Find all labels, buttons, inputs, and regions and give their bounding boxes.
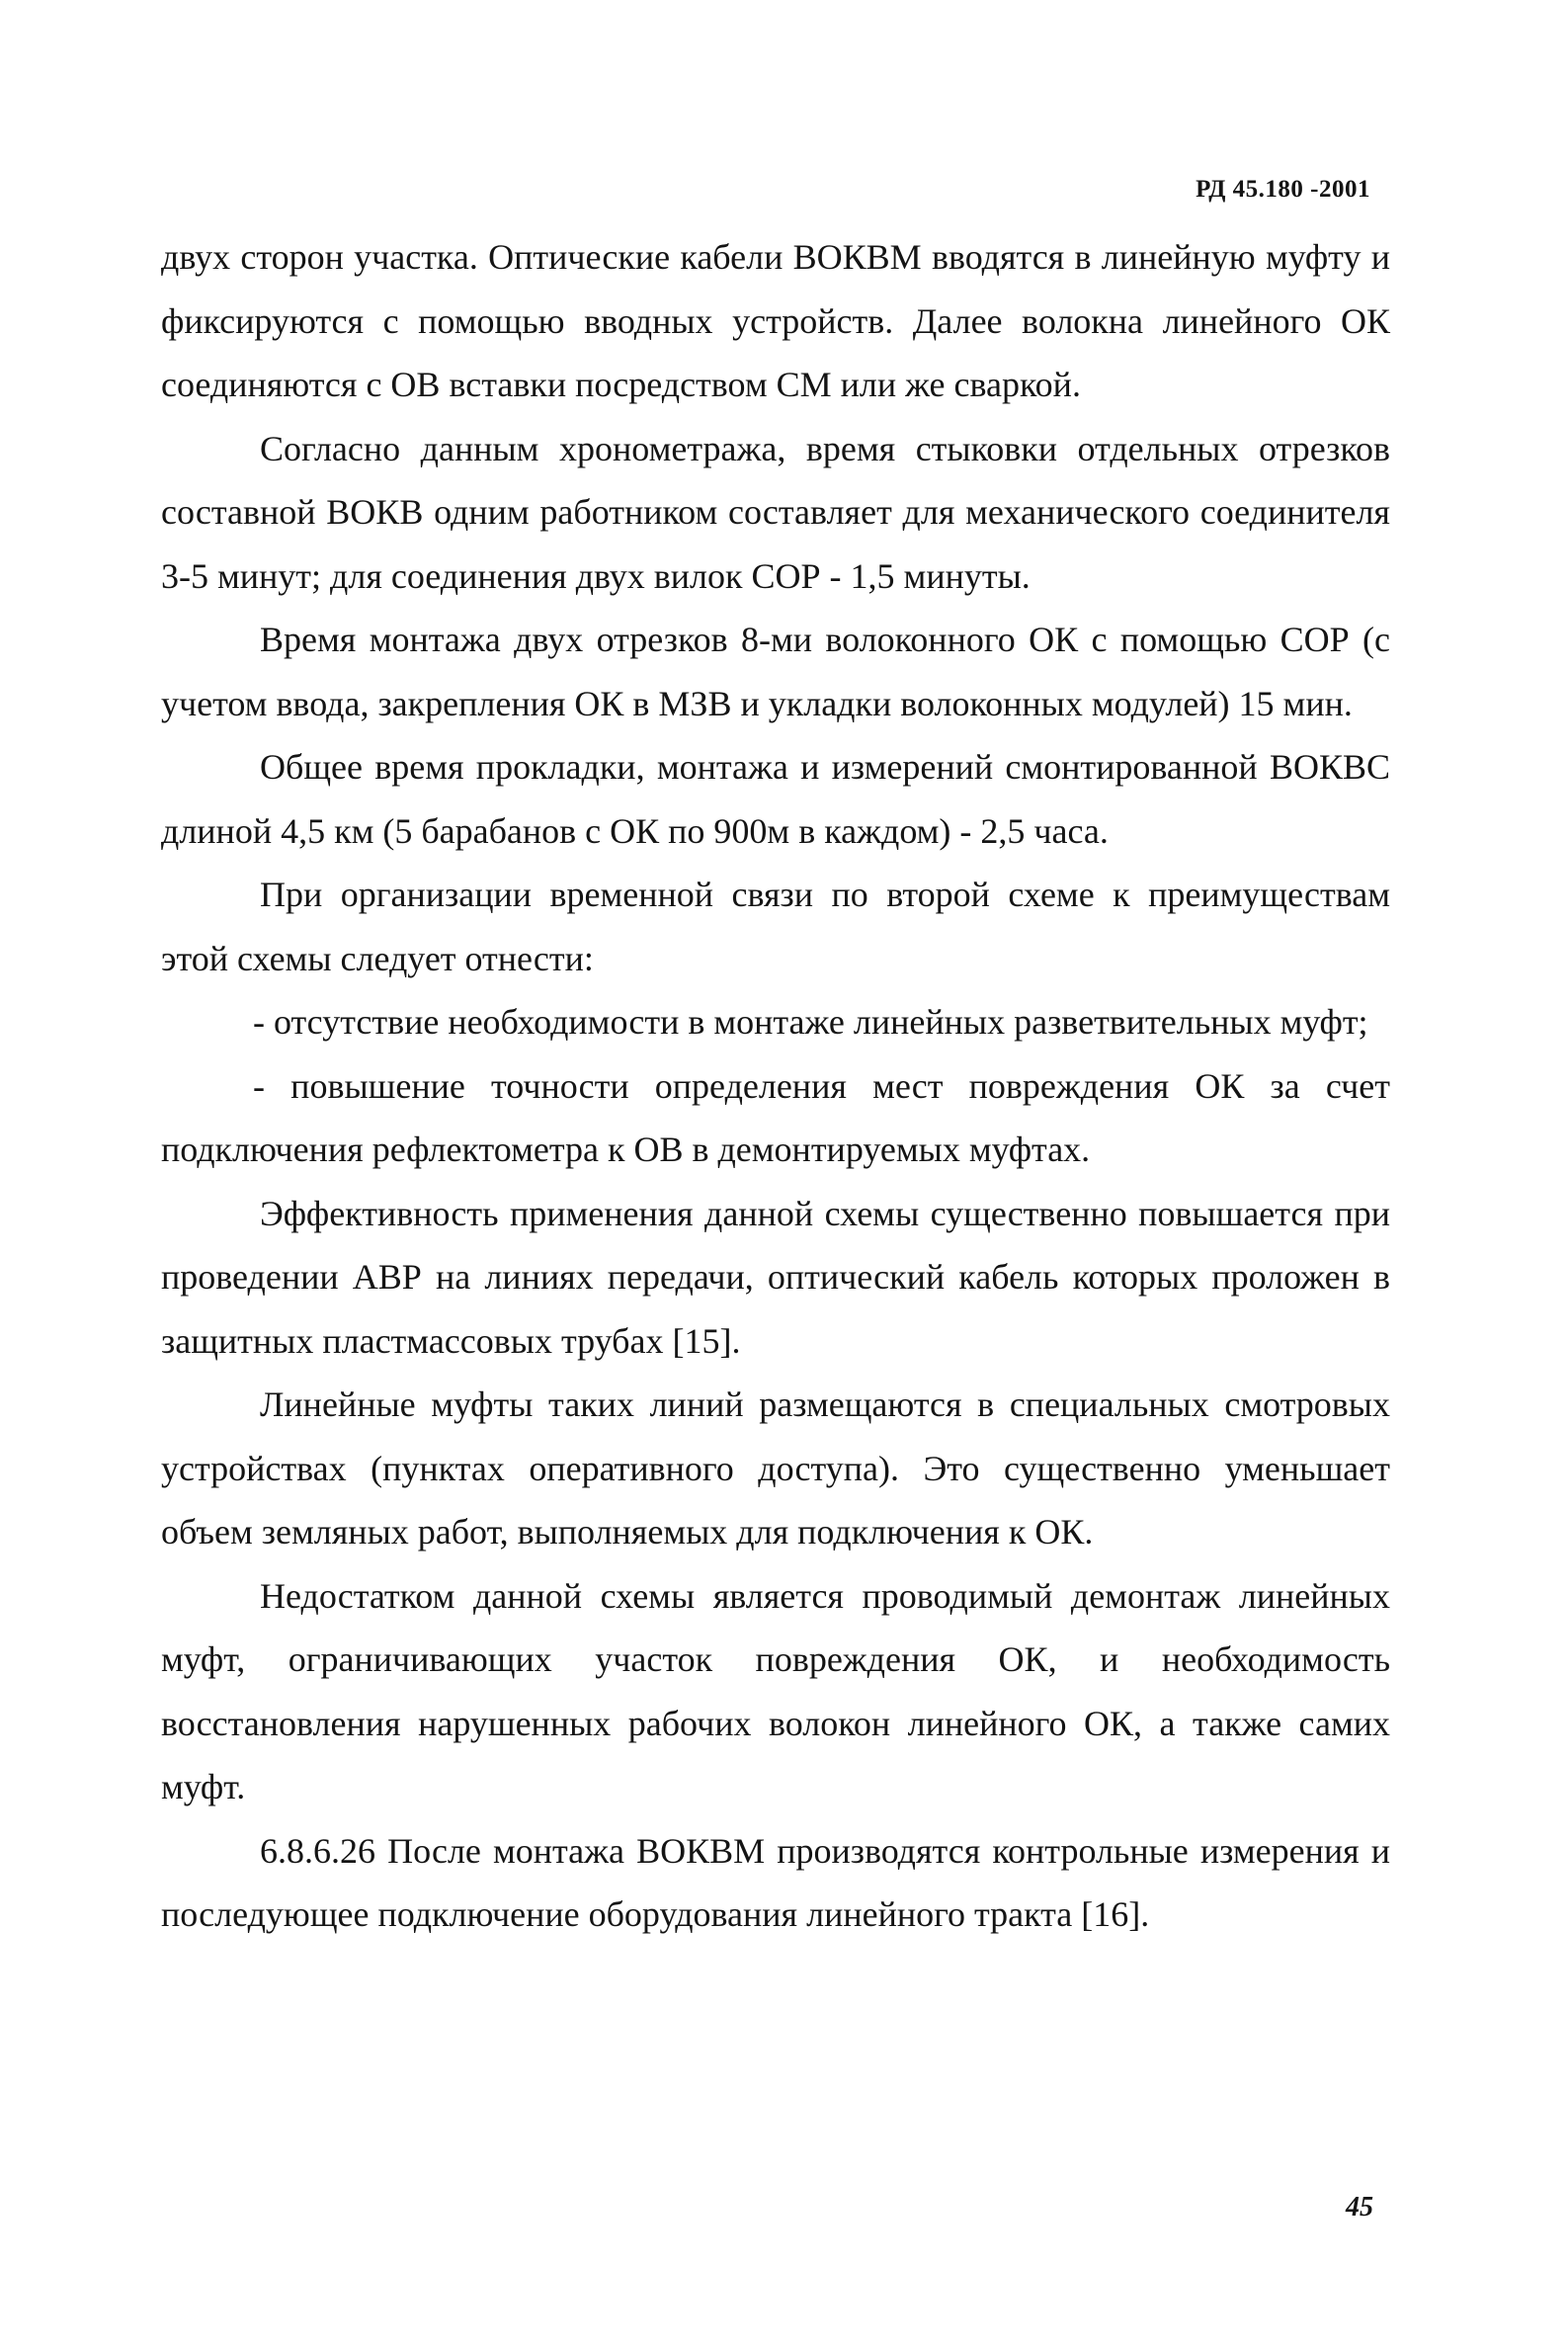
paragraph-continuation: двух сторон участка. Оптические кабели ВОКВМ вводятся в линейную муфту и фиксируются с помощью вводных устройств. Далее волокна линейного ОК соединяются с ОВ вставки посредством СМ или же сваркой. <box>161 237 1390 404</box>
document-code: РД 45.180 -2001 <box>1196 176 1370 203</box>
paragraph-section-6-8-6-26: 6.8.6.26 После монтажа ВОКВМ производятся контрольные измерения и последующее подключение оборудования линейного тракта [16]. <box>161 1830 1390 1934</box>
paragraph-total-time: Общее время прокладки, монтажа и измерений смонтированной ВОКВС длиной 4,5 км (5 барабанов с ОК по 900м в каждом) - 2,5 часа. <box>161 747 1390 851</box>
paragraph-mounting-time: Время монтажа двух отрезков 8-ми волоконного ОК с помощью СОР (с учетом ввода, закрепления ОК в МЗВ и укладки волоконных модулей) 15 мин. <box>161 620 1390 723</box>
paragraph-efficiency: Эффективность применения данной схемы существенно повышается при проведении АВР на линиях передачи, оптический кабель которых проложен в защитных пластмассовых трубах [15]. <box>161 1193 1390 1361</box>
page-body <box>161 225 1390 1947</box>
paragraph-advantages-intro: При организации временной связи по второй схеме к преимуществам этой схемы следует отнести: <box>161 875 1390 978</box>
list-item-advantage-2: - повышение точности определения мест повреждения ОК за счет подключения рефлектометра к ОВ в демонтируемых муфтах. <box>161 1065 1390 1169</box>
paragraph-linear-couplings: Линейные муфты таких линий размещаются в специальных смотровых устройствах (пунктах оперативного доступа). Это существенно уменьшает объем земляных работ, выполняемых для подключения к ОК. <box>161 1384 1390 1551</box>
paragraph-disadvantage: Недостатком данной схемы является проводимый демонтаж линейных муфт, ограничивающих участок повреждения ОК, и необходимость восстановления нарушенных рабочих волокон линейного ОК, а также самих муфт. <box>161 1575 1390 1806</box>
list-item-advantage-1: - отсутствие необходимости в монтаже линейных разветвительных муфт; <box>253 1002 1368 1042</box>
paragraph-timing: Согласно данным хронометража, время стыковки отдельных отрезков составной ВОКВ одним работником составляет для механического соединителя 3-5 минут; для соединения двух вилок СОР - 1,5 минуты. <box>161 428 1390 596</box>
page-number: 45 <box>1346 2192 1373 2222</box>
